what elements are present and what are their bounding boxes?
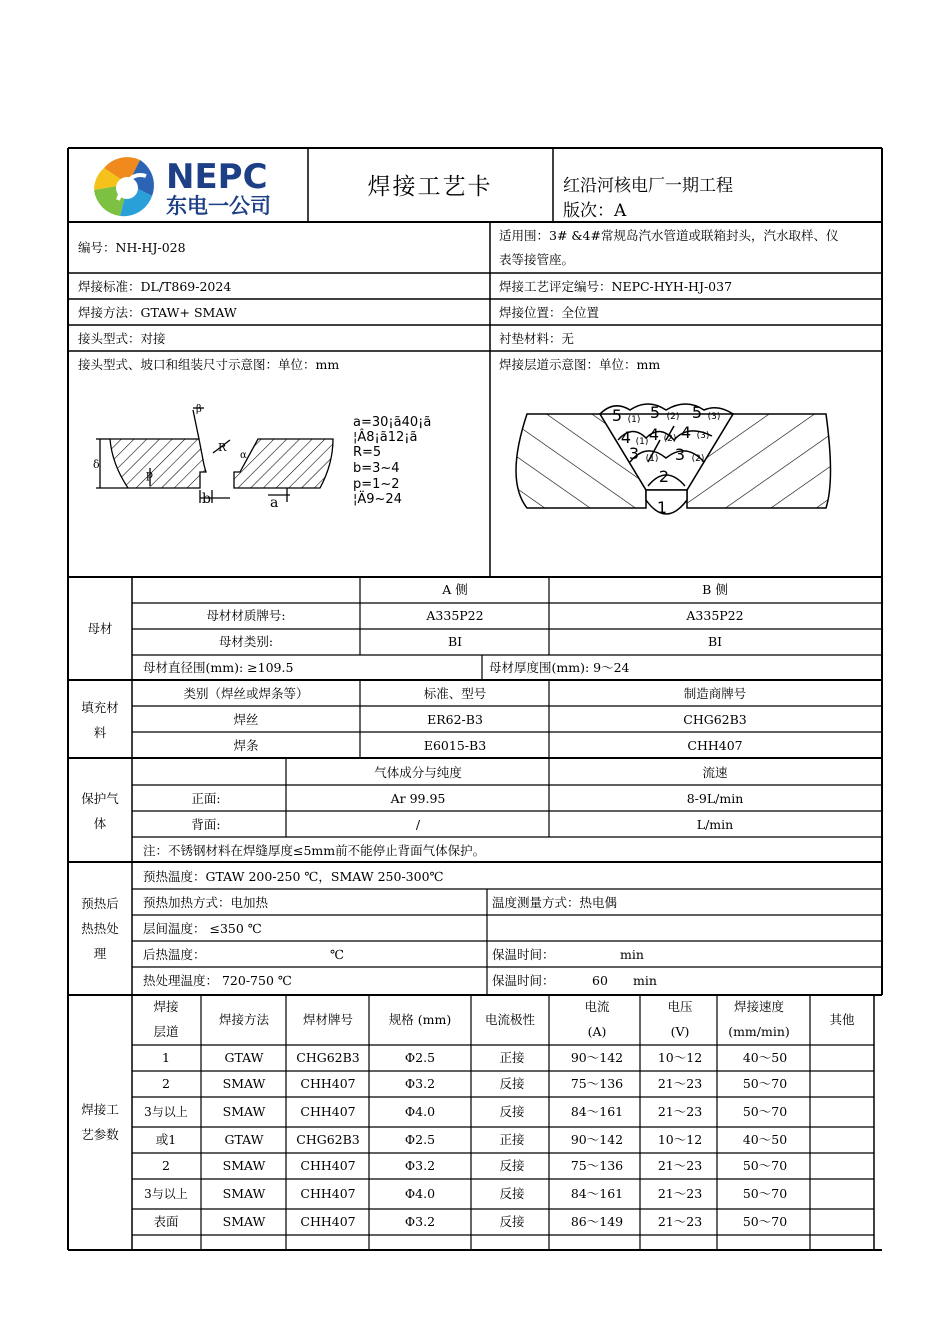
base-metal-section-label: 母材 bbox=[87, 621, 113, 636]
bead-label: 1 bbox=[656, 498, 668, 517]
filler-brand-header: 制造商牌号 bbox=[683, 686, 747, 701]
table-row bbox=[144, 1104, 787, 1119]
cell-speed: 50～70 bbox=[742, 1214, 788, 1229]
grade-side-b: A335P22 bbox=[686, 608, 744, 623]
bead-label: 4 bbox=[620, 428, 632, 447]
col-current-header: 电流 bbox=[584, 999, 610, 1014]
cell-speed: 50～70 bbox=[742, 1158, 788, 1173]
preheat-temperature: 预热温度：GTAW 200-250 ℃，SMAW 250-300℃ bbox=[143, 869, 444, 884]
cell-polarity: 正接 bbox=[499, 1050, 525, 1065]
param-line: ¦Ä9~24 bbox=[353, 492, 402, 507]
filler-section-label: 填充材 bbox=[81, 700, 119, 715]
radius-letter: R bbox=[218, 441, 227, 454]
class-side-b: BⅠ bbox=[707, 634, 723, 649]
hold-time-label: 保温时间： bbox=[492, 947, 555, 962]
cell-method: SMAW bbox=[222, 1214, 266, 1229]
filler-section-label: 料 bbox=[93, 725, 107, 740]
logo-chinese-name: 东电一公司 bbox=[166, 194, 271, 218]
bead-label: 2 bbox=[658, 467, 670, 486]
col-speed-header: (mm/min) bbox=[728, 1024, 790, 1039]
logo-wordmark: NEPC bbox=[166, 157, 268, 197]
bead-label: 5 bbox=[649, 403, 661, 422]
params-section-label: 艺参数 bbox=[81, 1127, 119, 1142]
grade-side-a: A335P22 bbox=[426, 608, 484, 623]
heat-section-label: 热热处 bbox=[81, 921, 119, 936]
beta-letter: β bbox=[196, 404, 202, 415]
cell-current: 90～142 bbox=[570, 1132, 624, 1147]
cell-layer: 1 bbox=[162, 1050, 170, 1065]
class-label: 母材类别: bbox=[218, 634, 274, 649]
bead-label: 5 bbox=[611, 406, 623, 425]
bead-label: 5 bbox=[691, 403, 703, 422]
cell-voltage: 21～23 bbox=[657, 1076, 703, 1091]
front-gas-flow: 8-9L/min bbox=[686, 791, 744, 806]
cell-voltage: 21～23 bbox=[657, 1104, 703, 1119]
preheat-method: 预热加热方式：电加热 bbox=[143, 895, 269, 910]
filler-brand: CHG62B3 bbox=[683, 712, 747, 727]
cell-spec: Φ3.2 bbox=[404, 1158, 436, 1173]
diameter-range: 母材直径围(mm): ≥109.5 bbox=[143, 660, 294, 675]
filler-type: 焊丝 bbox=[233, 712, 259, 727]
gas-composition-header: 气体成分与纯度 bbox=[374, 765, 462, 780]
bead-label: (2) bbox=[666, 412, 680, 422]
bead-label: 3 bbox=[674, 445, 686, 464]
cell-voltage: 21～23 bbox=[657, 1158, 703, 1173]
cell-polarity: 反接 bbox=[499, 1186, 525, 1201]
params-rows bbox=[144, 1050, 787, 1229]
cell-voltage: 10～12 bbox=[657, 1050, 703, 1065]
cell-brand: CHG62B3 bbox=[296, 1132, 360, 1147]
bead-label: (2) bbox=[663, 434, 677, 444]
filler-type-header: 类别（焊丝或焊条等） bbox=[183, 686, 309, 701]
project-name: 红沿河核电厂一期工程 bbox=[563, 176, 733, 196]
col-spec-header: 规格 (mm) bbox=[388, 1012, 452, 1027]
cell-method: GTAW bbox=[224, 1050, 264, 1065]
bead-label: 3 bbox=[628, 444, 640, 463]
cell-speed: 40～50 bbox=[742, 1132, 788, 1147]
bead-label: 4 bbox=[648, 425, 660, 444]
cell-speed: 40～50 bbox=[742, 1050, 788, 1065]
bead-label: (1) bbox=[627, 415, 641, 425]
table-row bbox=[144, 1186, 787, 1201]
gas-note: 注：不锈钢材料在焊缝厚度≤5mm前不能停止背面气体保护。 bbox=[143, 843, 486, 858]
side-a-header: A 侧 bbox=[442, 582, 468, 597]
cell-current: 75～136 bbox=[570, 1076, 624, 1091]
filler-standard-header: 标准、型号 bbox=[423, 686, 487, 701]
filler-standard: E6015-B3 bbox=[423, 738, 487, 753]
back-gas-label: 背面: bbox=[191, 817, 221, 832]
table-row bbox=[162, 1158, 787, 1173]
table-row bbox=[162, 1050, 787, 1065]
welding-standard: 焊接标准：DL/T869-2024 bbox=[78, 279, 232, 294]
col-method-header: 焊接方法 bbox=[218, 1012, 270, 1027]
cell-brand: CHG62B3 bbox=[296, 1050, 360, 1065]
gas-section-label: 保护气 bbox=[81, 791, 119, 806]
cell-brand: CHH407 bbox=[300, 1104, 356, 1119]
cell-spec: Φ2.5 bbox=[404, 1132, 436, 1147]
interpass-temperature: 层间温度： ≤350 ℃ bbox=[143, 921, 262, 936]
backing-material: 衬垫材料：无 bbox=[499, 331, 575, 346]
col-voltage-header: 电压 bbox=[667, 999, 693, 1014]
groove-diagram bbox=[93, 404, 333, 511]
hold-time-value: 60 bbox=[592, 973, 608, 988]
cell-method: SMAW bbox=[222, 1186, 266, 1201]
gas-flow-header: 流速 bbox=[702, 765, 728, 780]
cell-polarity: 正接 bbox=[499, 1132, 525, 1147]
cell-voltage: 21～23 bbox=[657, 1186, 703, 1201]
front-gas-label: 正面: bbox=[191, 791, 221, 806]
param-line: a=30¡ã40¡ã bbox=[353, 415, 432, 430]
col-speed-header: 焊接速度 bbox=[733, 999, 785, 1014]
cell-layer: 2 bbox=[162, 1076, 170, 1091]
cell-brand: CHH407 bbox=[300, 1158, 356, 1173]
cell-spec: Φ4.0 bbox=[404, 1186, 436, 1201]
pqr-number: 焊接工艺评定编号：NEPC-HYH-HJ-037 bbox=[499, 279, 733, 294]
cell-method: SMAW bbox=[222, 1104, 266, 1119]
temperature-measurement: 温度测量方式：热电偶 bbox=[492, 895, 618, 910]
cell-current: 90～142 bbox=[570, 1050, 624, 1065]
cell-brand: CHH407 bbox=[300, 1076, 356, 1091]
hold-time-unit: min bbox=[620, 947, 644, 962]
params-header-row bbox=[153, 999, 855, 1039]
welding-method: 焊接方法：GTAW+ SMAW bbox=[78, 305, 237, 320]
param-line: ¦Â8¡ã12¡ã bbox=[353, 430, 418, 445]
col-other-header: 其他 bbox=[829, 1012, 855, 1027]
cell-speed: 50～70 bbox=[742, 1186, 788, 1201]
bead-label: (1) bbox=[635, 437, 649, 447]
bead-sketch-label: 焊接层道示意图：单位：mm bbox=[499, 357, 661, 372]
groove-sketch-label: 接头型式、坡口和组装尺寸示意图：单位：mm bbox=[78, 357, 340, 372]
cell-spec: Φ2.5 bbox=[404, 1050, 436, 1065]
params-section-label: 焊接工 bbox=[81, 1102, 119, 1117]
cell-method: SMAW bbox=[222, 1158, 266, 1173]
bead-label: (1) bbox=[645, 454, 659, 464]
cell-brand: CHH407 bbox=[300, 1214, 356, 1229]
thickness-range: 母材厚度围(mm): 9～24 bbox=[489, 660, 630, 675]
groove-parameters bbox=[353, 415, 431, 507]
side-b-header: B 侧 bbox=[702, 582, 728, 597]
back-gas-flow: L/min bbox=[696, 817, 734, 832]
front-gas-composition: Ar 99.95 bbox=[390, 791, 446, 806]
heat-section-label: 理 bbox=[93, 946, 107, 961]
cell-polarity: 反接 bbox=[499, 1104, 525, 1119]
cell-polarity: 反接 bbox=[499, 1214, 525, 1229]
bead-label: (3) bbox=[696, 431, 710, 441]
grade-label: 母材材质牌号: bbox=[206, 608, 286, 623]
filler-type: 焊条 bbox=[233, 738, 259, 753]
cell-polarity: 反接 bbox=[499, 1158, 525, 1173]
root-face-letter: p bbox=[146, 468, 154, 481]
post-heat-unit: ℃ bbox=[330, 947, 344, 962]
cell-current: 84～161 bbox=[570, 1104, 624, 1119]
cell-spec: Φ3.2 bbox=[404, 1076, 436, 1091]
cell-current: 86～149 bbox=[570, 1214, 624, 1229]
bead-label: (3) bbox=[707, 412, 721, 422]
hold-time-unit: min bbox=[633, 973, 657, 988]
logo-emblem-icon bbox=[92, 155, 154, 217]
cell-speed: 50～70 bbox=[742, 1104, 788, 1119]
col-layer-header: 焊接 bbox=[153, 999, 179, 1014]
scope-line-1: 适用围：3# &4#常规岛汽水管道或联箱封头，汽水取样、仪 bbox=[499, 228, 839, 243]
cell-layer: 表面 bbox=[153, 1214, 179, 1229]
cell-layer: 3与以上 bbox=[144, 1105, 188, 1119]
table-row bbox=[153, 1214, 787, 1229]
hold-time-label: 保温时间： bbox=[492, 973, 555, 988]
cell-voltage: 10～12 bbox=[657, 1132, 703, 1147]
card-title: 焊接工艺卡 bbox=[367, 174, 493, 200]
version-label: 版次：A bbox=[563, 201, 627, 221]
company-logo bbox=[92, 155, 271, 218]
cell-polarity: 反接 bbox=[499, 1076, 525, 1091]
a-letter: a bbox=[270, 495, 279, 511]
filler-brand: CHH407 bbox=[687, 738, 743, 753]
param-line: b=3~4 bbox=[353, 461, 400, 476]
cell-voltage: 21～23 bbox=[657, 1214, 703, 1229]
post-heat-temperature: 后热温度： bbox=[143, 947, 206, 962]
cell-spec: Φ4.0 bbox=[404, 1104, 436, 1119]
col-brand-header: 焊材牌号 bbox=[302, 1012, 354, 1027]
cell-layer: 2 bbox=[162, 1158, 170, 1173]
pwht-temperature: 热处理温度： 720-750 ℃ bbox=[143, 973, 292, 988]
welding-position: 焊接位置：全位置 bbox=[499, 305, 600, 320]
table-row bbox=[162, 1076, 787, 1091]
param-line: p=1~2 bbox=[353, 477, 400, 492]
bead-label: (2) bbox=[691, 454, 705, 464]
col-polarity-header: 电流极性 bbox=[484, 1012, 536, 1027]
filler-standard: ER62-B3 bbox=[427, 712, 483, 727]
cell-spec: Φ3.2 bbox=[404, 1214, 436, 1229]
cell-brand: CHH407 bbox=[300, 1186, 356, 1201]
cell-current: 84～161 bbox=[570, 1186, 624, 1201]
col-voltage-header: (V) bbox=[670, 1024, 690, 1039]
bead-label: 4 bbox=[680, 423, 692, 442]
scope-line-2: 表等接管座。 bbox=[499, 252, 575, 267]
col-layer-header: 层道 bbox=[153, 1024, 179, 1039]
cell-method: GTAW bbox=[224, 1132, 264, 1147]
back-gas-composition: / bbox=[415, 817, 421, 832]
cell-speed: 50～70 bbox=[742, 1076, 788, 1091]
col-current-header: (A) bbox=[587, 1024, 607, 1039]
cell-current: 75～136 bbox=[570, 1158, 624, 1173]
delta-letter: δ bbox=[93, 458, 100, 471]
gap-letter: b bbox=[202, 491, 211, 507]
cell-layer: 3与以上 bbox=[144, 1187, 188, 1201]
alpha-letter: α bbox=[240, 450, 247, 461]
joint-type: 接头型式：对接 bbox=[78, 331, 166, 346]
heat-section-label: 预热后 bbox=[81, 896, 119, 911]
cell-layer: 或1 bbox=[155, 1132, 177, 1147]
param-line: R=5 bbox=[353, 445, 382, 460]
card-number: 编号：NH-HJ-028 bbox=[78, 240, 186, 255]
cell-method: SMAW bbox=[222, 1076, 266, 1091]
class-side-a: BⅠ bbox=[447, 634, 463, 649]
gas-section-label: 体 bbox=[93, 816, 107, 831]
